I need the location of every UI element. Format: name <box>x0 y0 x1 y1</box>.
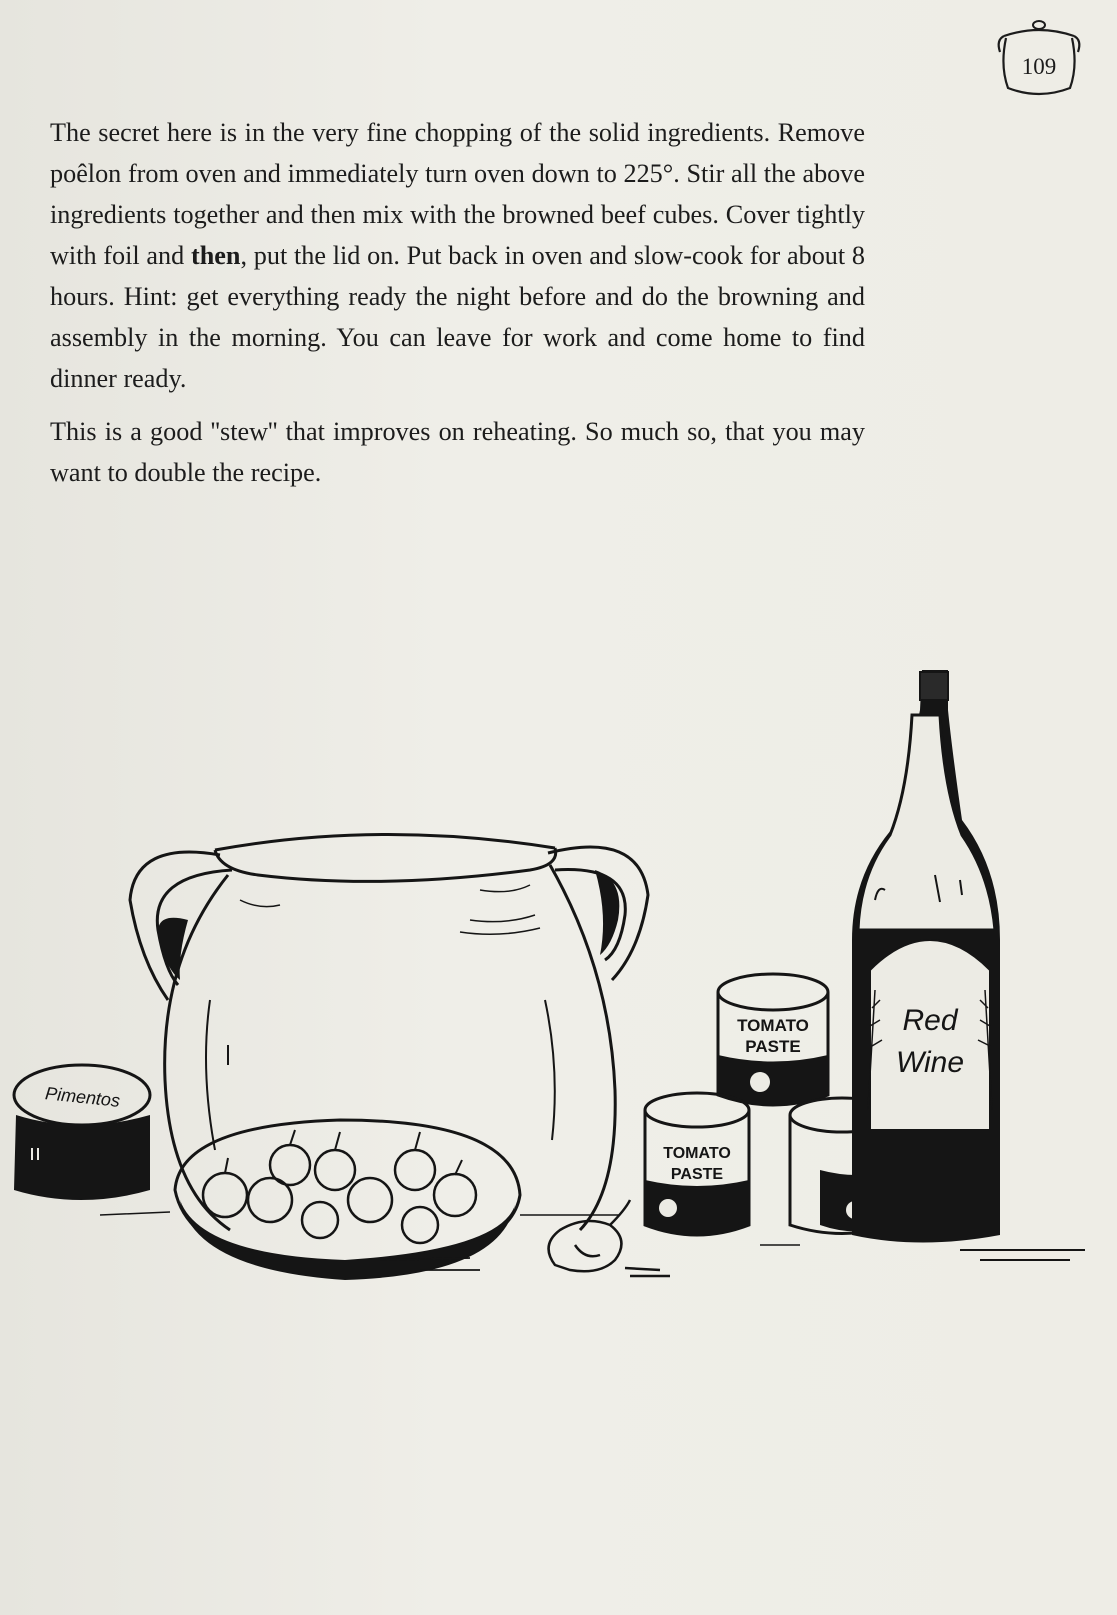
wine-label-1: Red <box>902 1004 958 1037</box>
poelon-pot <box>130 834 648 1230</box>
paragraph-2: This is a good ''stew'' that improves on reheating. So much so, that you may want to double the recipe. <box>50 417 865 487</box>
emphasis-then: then <box>191 241 241 270</box>
jar-label: Pimentos <box>44 1083 121 1111</box>
red-wine-bottle <box>852 670 1085 1260</box>
tomato-paste-can-left <box>645 1093 749 1235</box>
can-left-label-1: TOMATO <box>663 1145 731 1162</box>
tomato-paste-can-top <box>718 974 828 1105</box>
onion-bowl <box>175 1120 520 1280</box>
can-left-label-2: PASTE <box>670 1166 724 1183</box>
paragraph-1-part-1: The secret here is in the very fine chopping of the solid ingredients. Remove poêlon from oven and immediately turn oven down to 225°. Stir all the above ingredients together and then mix with the browned beef cubes. Cover tightly with foil and <box>50 118 865 270</box>
can-top-label-2: PASTE <box>745 1037 801 1056</box>
page-number: 109 <box>1021 54 1057 79</box>
paragraph-1 <box>50 112 865 399</box>
cooking-illustration <box>0 670 1117 1370</box>
page-number-badge <box>994 16 1084 102</box>
wine-label-2: Wine <box>895 1046 965 1079</box>
recipe-text <box>50 112 865 493</box>
paragraph-1-part-2: , put the lid on. Put back in oven and slow-cook for about 8 hours. Hint: get everything ready the night before and do the browning and assembly in the morning. You can leave for work and come home to find dinner ready. <box>50 241 866 393</box>
pimentos-jar <box>14 1065 150 1200</box>
can-top-label-1: TOMATO <box>737 1016 809 1035</box>
